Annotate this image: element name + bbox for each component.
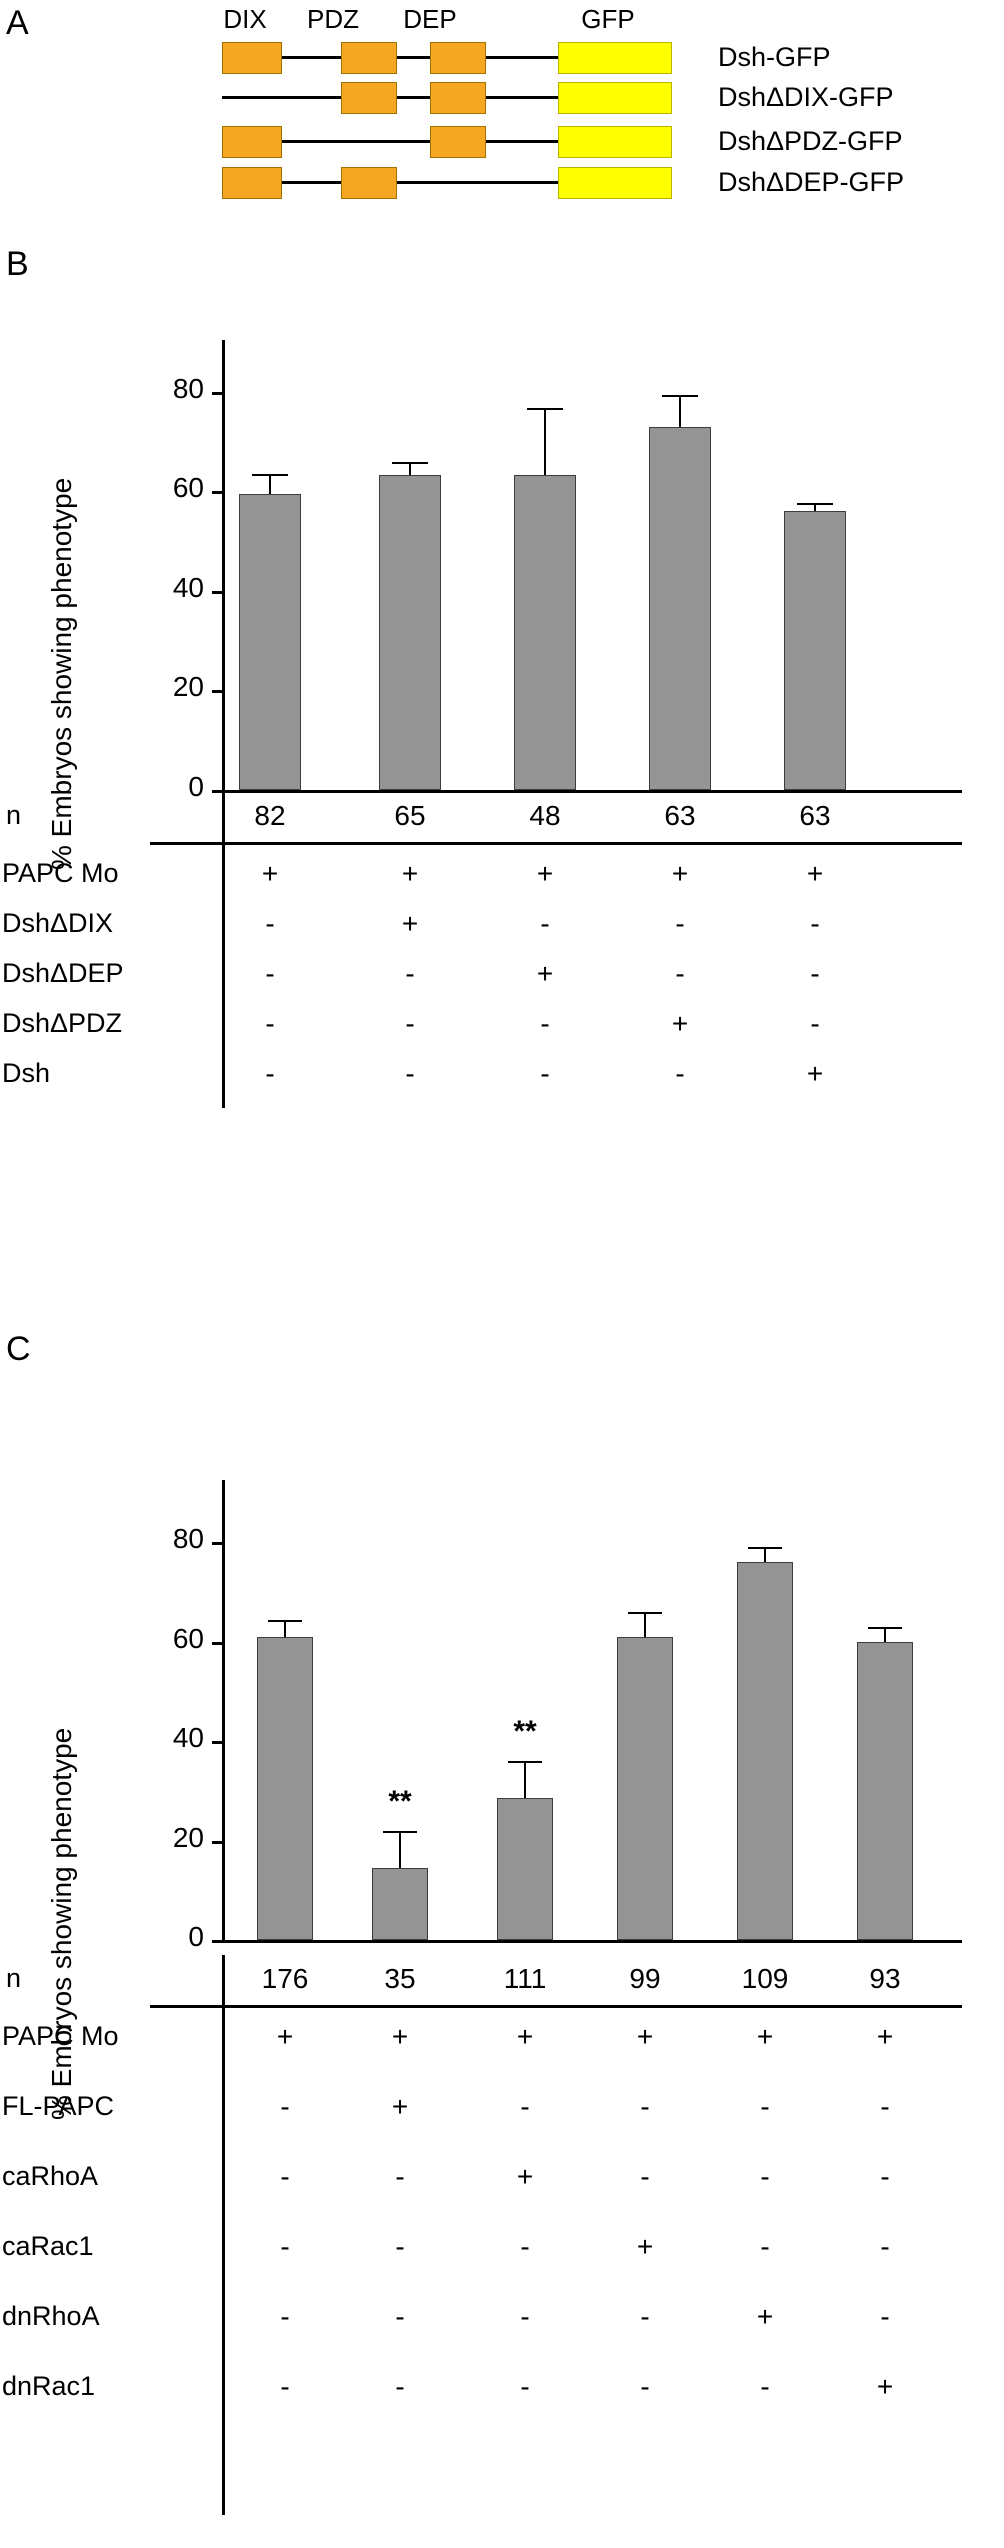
table-b-row-label-5: Dsh [2,1058,51,1088]
chart-b-bar-3 [514,475,576,790]
chart-c-error-cap-1 [268,1620,302,1622]
domain-label-gfp: GFP [581,4,635,34]
table-c-cell-3-1: - [280,2161,290,2192]
chart-c-ticklabel-20: 20 [172,1822,204,1853]
chart-b-bar-1 [239,494,301,790]
table-c-cell-4-6: - [880,2231,890,2262]
table-b-cell-5-4: - [675,1058,685,1089]
table-c-row-label-1: PAPC Mo [2,2021,119,2051]
table-b-cell-1-5: + [806,858,824,889]
panel-c-letter: C [6,1330,31,1368]
table-b-n-label: n [6,800,22,830]
table-c-n-4: 99 [629,1963,661,1994]
chart-c-error-2 [399,1831,401,1868]
table-c-cell-3-5: - [760,2161,770,2192]
domain-label-dix: DIX [223,4,267,34]
chart-c-tick-60 [212,1642,223,1645]
chart-b-bar-4 [649,427,711,790]
table-b-n-4: 63 [664,800,696,831]
chart-c-y-axis-label: % Embryos showing phenotype [46,1727,77,2120]
table-b-cell-4-3: - [540,1008,550,1039]
table-b-cell-4-2: - [405,1008,415,1039]
chart-c-error-4 [644,1612,646,1637]
table-c-cell-5-3: - [520,2301,530,2332]
table-c-cell-1-2: + [391,2021,409,2052]
table-b-cell-5-5: + [806,1058,824,1089]
table-b-cell-2-4: - [675,908,685,939]
table-c-n-5: 109 [741,1963,789,1994]
table-b-n-1: 82 [254,800,286,831]
chart-c-error-cap-6 [868,1627,902,1629]
chart-c-tick-20 [212,1841,223,1844]
table-b-row-label-4: DshΔPDZ [2,1008,123,1038]
chart-c-bar-1 [257,1637,313,1940]
table-b-cell-3-4: - [675,958,685,989]
chart-b-error-cap-4 [662,395,698,397]
table-c-cell-3-3: + [516,2161,534,2192]
chart-c-error-cap-2 [383,1831,417,1833]
construct-row [0,163,1004,203]
table-c-cell-2-6: - [880,2091,890,2122]
table-b-row-label-1: PAPC Mo [2,858,119,888]
table-b-cell-4-1: - [265,1008,275,1039]
chart-b-ticklabel-60: 60 [172,472,204,503]
table-c-cell-1-3: + [516,2021,534,2052]
table-c-n-2: 35 [384,1963,416,1994]
table-c-cell-6-2: - [395,2371,405,2402]
table-c-cell-3-4: - [640,2161,650,2192]
construct-name: DshΔDIX-GFP [718,82,894,112]
chart-b-ticklabel-0: 0 [188,771,204,802]
table-c-cell-6-1: - [280,2371,290,2402]
table-c-n-1: 176 [261,1963,309,1994]
table-c-row-label-6: dnRac1 [2,2371,96,2401]
table-b-n-2: 65 [394,800,426,831]
table-c-cell-3-6: - [880,2161,890,2192]
domain-box-dep [430,126,486,158]
chart-b-condition-table [0,790,1004,1089]
table-c-divider [150,2005,962,2008]
domain-box-dix [222,167,282,199]
chart-c-error-cap-5 [748,1547,782,1549]
domain-box-gfp [558,82,672,114]
table-b-cell-4-5: - [810,1008,820,1039]
table-c-cell-2-5: - [760,2091,770,2122]
table-b-row-label-2: DshΔDIX [2,908,114,938]
chart-b-y-axis-label: % Embryos showing phenotype [46,477,77,870]
chart-c-error-cap-3 [508,1761,542,1763]
chart-c-x-axis [222,1940,962,1943]
chart-c-ticklabel-0: 0 [188,1921,204,1952]
domain-box-gfp [558,42,672,74]
table-c-cell-5-6: - [880,2301,890,2332]
chart-c-tick-40 [212,1741,223,1744]
domain-box-gfp [558,126,672,158]
chart-b-tick-60 [212,491,223,494]
construct-name: Dsh-GFP [718,42,831,72]
chart-c-error-5 [764,1547,766,1562]
table-c-cell-4-4: + [636,2231,654,2262]
chart-c-tick-80 [212,1542,223,1545]
domain-label-dep: DEP [403,4,457,34]
table-c-cell-6-6: + [876,2371,894,2402]
table-b-cell-1-2: + [401,858,419,889]
table-b-cell-1-3: + [536,858,554,889]
table-c-row-label-4: caRac1 [2,2231,94,2261]
domain-box-gfp [558,167,672,199]
chart-c-tick-0 [212,1940,223,1943]
table-c-cell-5-5: + [756,2301,774,2332]
chart-b-error-cap-5 [797,503,833,505]
panel-b-letter: B [6,245,29,283]
table-c-cell-1-6: + [876,2021,894,2052]
panel-a-letter: A [6,4,29,42]
chart-b-tick-80 [212,392,223,395]
table-b-divider [150,842,962,845]
chart-c-error-1 [284,1620,286,1637]
table-b-cell-2-2: + [401,908,419,939]
table-b-n-5: 63 [799,800,831,831]
table-b-vertical-rule-tail [222,1060,225,1108]
chart-b-bar-2 [379,475,441,790]
chart-c-ticklabel-80: 80 [172,1523,204,1554]
domain-box-dep [430,82,486,114]
chart-b-error-1 [269,474,271,494]
table-c-cell-1-5: + [756,2021,774,2052]
domain-box-dix [222,42,282,74]
construct-row [0,78,1004,118]
table-c-cell-2-3: - [520,2091,530,2122]
table-b-cell-1-1: + [261,858,279,889]
table-b-cell-4-4: + [671,1008,689,1039]
table-c-cell-4-2: - [395,2231,405,2262]
table-b-n-3: 48 [529,800,561,831]
chart-b-error-3 [544,408,546,475]
construct-name: DshΔPDZ-GFP [718,126,903,156]
table-b-cell-3-5: - [810,958,820,989]
chart-c-significance-3: ** [513,1715,537,1748]
chart-b-tick-20 [212,690,223,693]
table-c-cell-2-4: - [640,2091,650,2122]
chart-c-error-3 [524,1761,526,1798]
table-c-row-label-3: caRhoA [2,2161,99,2191]
table-c-row-label-5: dnRhoA [2,2301,100,2331]
table-c-cell-6-3: - [520,2371,530,2402]
table-b-cell-5-2: - [405,1058,415,1089]
table-c-cell-5-4: - [640,2301,650,2332]
table-c-row-label-2: FL-PAPC [2,2091,115,2121]
domain-box-dep [430,42,486,74]
domain-box-pdz [341,167,397,199]
domain-label-pdz: PDZ [307,4,359,34]
table-c-cell-4-5: - [760,2231,770,2262]
table-b-cell-3-1: - [265,958,275,989]
chart-c-bar-6 [857,1642,913,1940]
table-c-cell-6-4: - [640,2371,650,2402]
table-b-row-label-3: DshΔDEP [2,958,124,988]
table-c-n-label: n [6,1963,22,1993]
domain-box-dix [222,126,282,158]
domain-box-pdz [341,82,397,114]
table-c-cell-4-1: - [280,2231,290,2262]
chart-c-bar-2 [372,1868,428,1940]
table-b-cell-1-4: + [671,858,689,889]
table-c-cell-1-4: + [636,2021,654,2052]
domain-box-pdz [341,42,397,74]
chart-b-ticklabel-40: 40 [172,572,204,603]
table-b-cell-3-2: - [405,958,415,989]
chart-c-error-6 [884,1627,886,1642]
table-c-cell-2-2: + [391,2091,409,2122]
table-b-cell-5-3: - [540,1058,550,1089]
chart-b-ticklabel-80: 80 [172,373,204,404]
panel-a [0,0,1004,197]
table-b-cell-3-3: + [536,958,554,989]
table-c-n-3: 111 [503,1963,547,1994]
table-c-cell-5-1: - [280,2301,290,2332]
chart-b-y-axis [222,340,225,792]
chart-c-bar-4 [617,1637,673,1940]
table-c-cell-6-5: - [760,2371,770,2402]
chart-b-error-4 [679,395,681,427]
chart-c-bar-5 [737,1562,793,1940]
table-c-n-6: 93 [869,1963,901,1994]
chart-c-ticklabel-60: 60 [172,1623,204,1654]
chart-c-bar-3 [497,1798,553,1940]
chart-b-error-cap-1 [252,474,288,476]
table-c-cell-2-1: - [280,2091,290,2122]
chart-b-tick-40 [212,591,223,594]
table-b-cell-2-3: - [540,908,550,939]
table-c-cell-4-3: - [520,2231,530,2262]
chart-b-bar-5 [784,511,846,790]
table-c-cell-3-2: - [395,2161,405,2192]
table-c-cell-5-2: - [395,2301,405,2332]
chart-b-ticklabel-20: 20 [172,671,204,702]
table-c-cell-1-1: + [276,2021,294,2052]
chart-c-y-axis [222,1480,225,1942]
table-b-cell-2-1: - [265,908,275,939]
chart-c-ticklabel-40: 40 [172,1722,204,1753]
construct-row [0,122,1004,162]
construct-name: DshΔDEP-GFP [718,167,905,197]
chart-b-error-cap-3 [527,408,563,410]
chart-c-error-cap-4 [628,1612,662,1614]
chart-c-significance-2: ** [388,1785,412,1818]
construct-row [0,38,1004,78]
table-b-cell-2-5: - [810,908,820,939]
table-b-cell-5-1: - [265,1058,275,1089]
chart-b-error-cap-2 [392,462,428,464]
chart-c-condition-table [0,1955,1004,2515]
